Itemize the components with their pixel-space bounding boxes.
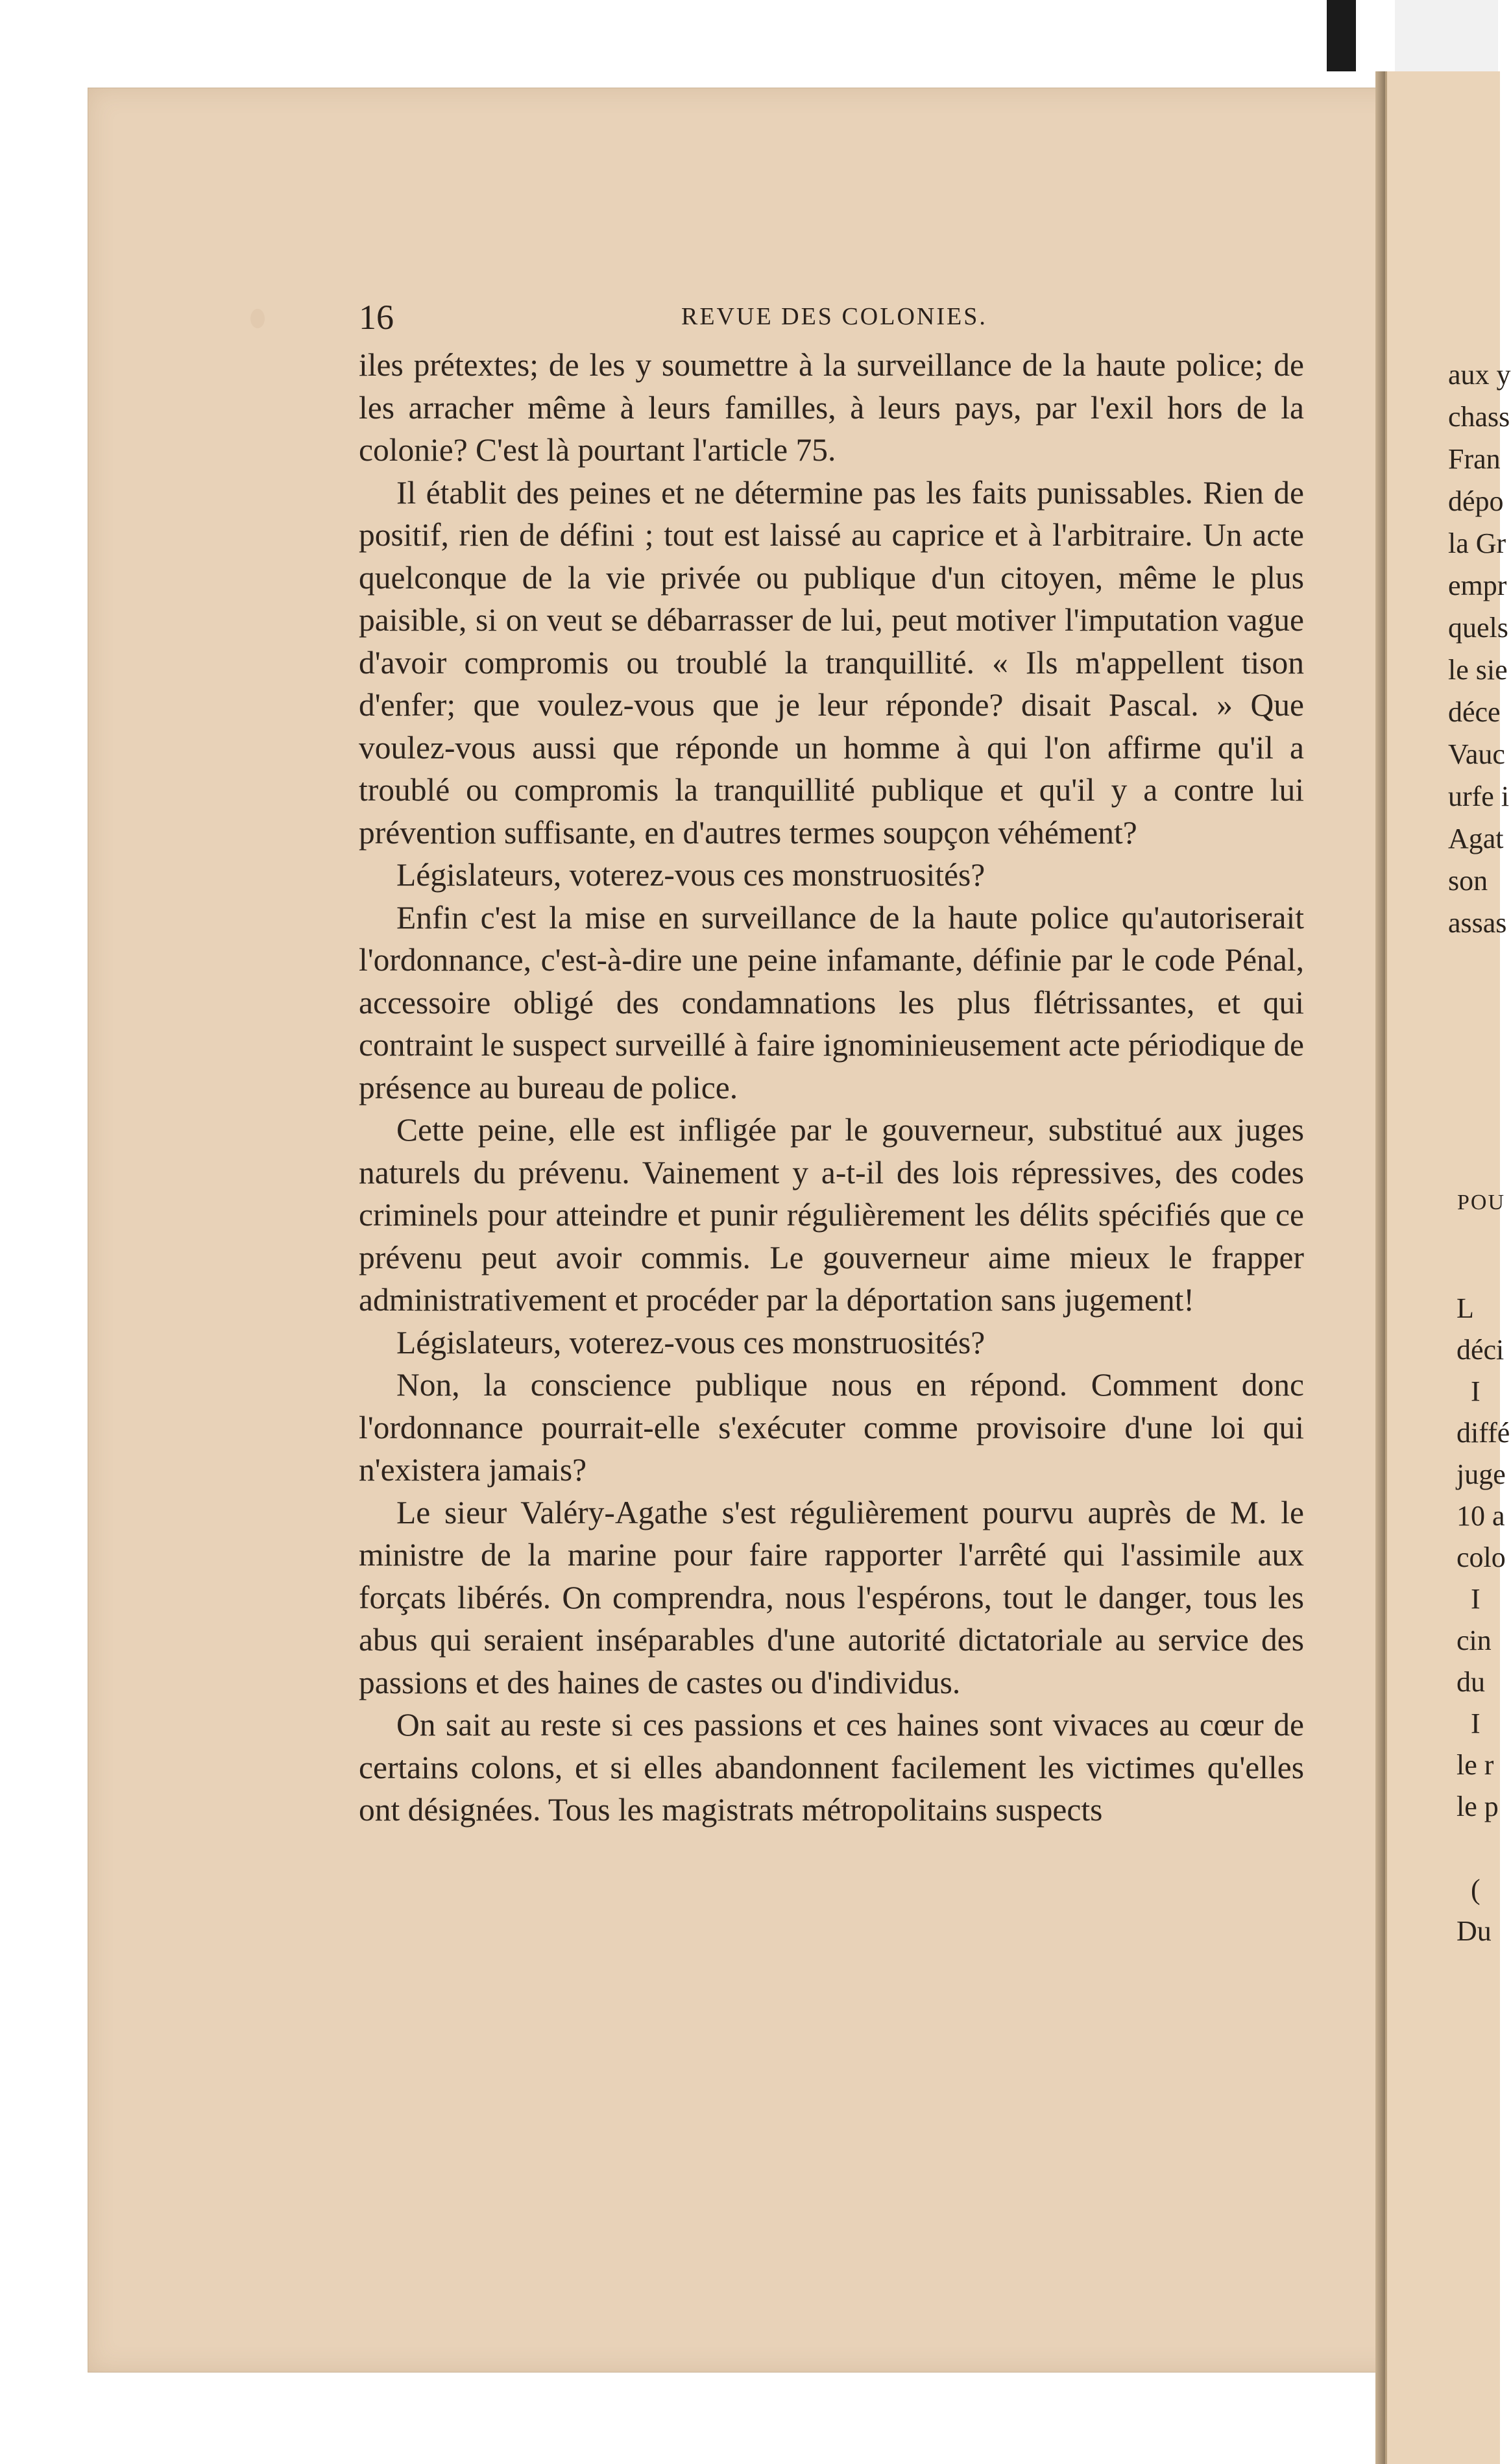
scan-edge-dark xyxy=(1327,0,1356,71)
right-page-fragments-top: aux y chass Fran dépo la Gr empr quels le sie déce Vauc urfe i Agat son assas xyxy=(1448,359,1511,939)
paragraph: Enfin c'est la mise en surveillance de la haute police qu'autoriserait l'ordonnance, c'est-à-dire une peine infamante, définie par le code Pénal, accessoire obligé des condamnations les plus flétrissantes, et qui contraint le suspect surveillé à faire ignominieusement acte périodique de présence au bureau de police. xyxy=(359,899,1304,1105)
right-page-heading-fragment: POU xyxy=(1457,1190,1506,1214)
running-title: REVUE DES COLONIES. xyxy=(681,303,987,330)
right-page-fragments-bottom: L déci I diffé juge 10 a colo I cin du I le r le p ( Du xyxy=(1457,1292,1510,1947)
paragraph: On sait au reste si ces passions et ces haines sont vivaces au cœur de certains colons, et si elles abandonnent facilement les victimes qu'elles ont désignées. Tous les magistrats métropolitains suspects xyxy=(359,1707,1304,1828)
scan-edge-light xyxy=(1395,0,1498,71)
paragraph: Le sieur Valéry-Agathe s'est régulièrement pourvu auprès de M. le ministre de la marine pour faire rapporter l'arrêté qui l'assimile aux forçats libérés. On comprendra, nous l'espérons, tout le danger, tous les abus qui seraient inséparables d'une autorité dictatoriale au service des passions et des haines de castes ou d'individus. xyxy=(359,1494,1304,1700)
paragraph: Législateurs, voterez-vous ces monstruosités? xyxy=(396,857,985,893)
paragraph: Non, la conscience publique nous en répond. Comment donc l'ordonnance pourrait-elle s'exécuter comme provisoire d'une loi qui n'existera jamais? xyxy=(359,1367,1304,1488)
paragraph: Cette peine, elle est infligée par le gouverneur, substitué aux juges naturels du prévenu. Vainement y a-t-il des lois répressives, des codes criminels pour atteindre et punir régulièrement les délits spécifiés que ce prévenu peut avoir commis. Le gouverneur aime mieux le frapper administrativement et procéder par la déportation sans jugement! xyxy=(359,1112,1304,1318)
paragraph: Législateurs, voterez-vous ces monstruosités? xyxy=(396,1324,985,1360)
page-number: 16 xyxy=(359,298,394,337)
paper-spot xyxy=(250,309,265,328)
body-text xyxy=(359,344,1304,1831)
paragraph: iles prétextes; de les y soumettre à la surveillance de la haute police; de les arracher même à leurs familles, à leurs pays, par l'exil hors de la colonie? C'est là pourtant l'article 75. xyxy=(359,347,1304,468)
paragraph: Il établit des peines et ne détermine pas les faits punissables. Rien de positif, rien de défini ; tout est laissé au caprice et à l'arbitraire. Un acte quelconque de la vie privée ou publique d'un citoyen, même le plus paisible, si on veut se débarrasser de lui, peut motiver l'imputation vague d'avoir compromis ou troublé la tranquillité. « Ils m'appellent tison d'enfer; que voulez-vous que je leur réponde? disait Pascal. » Que voulez-vous aussi que réponde un homme à qui l'on affirme qu'il a troublé ou compromis la tranquillité publique et qu'il y a contre lui prévention suffisante, en d'autres termes soupçon véhément? xyxy=(359,474,1304,851)
